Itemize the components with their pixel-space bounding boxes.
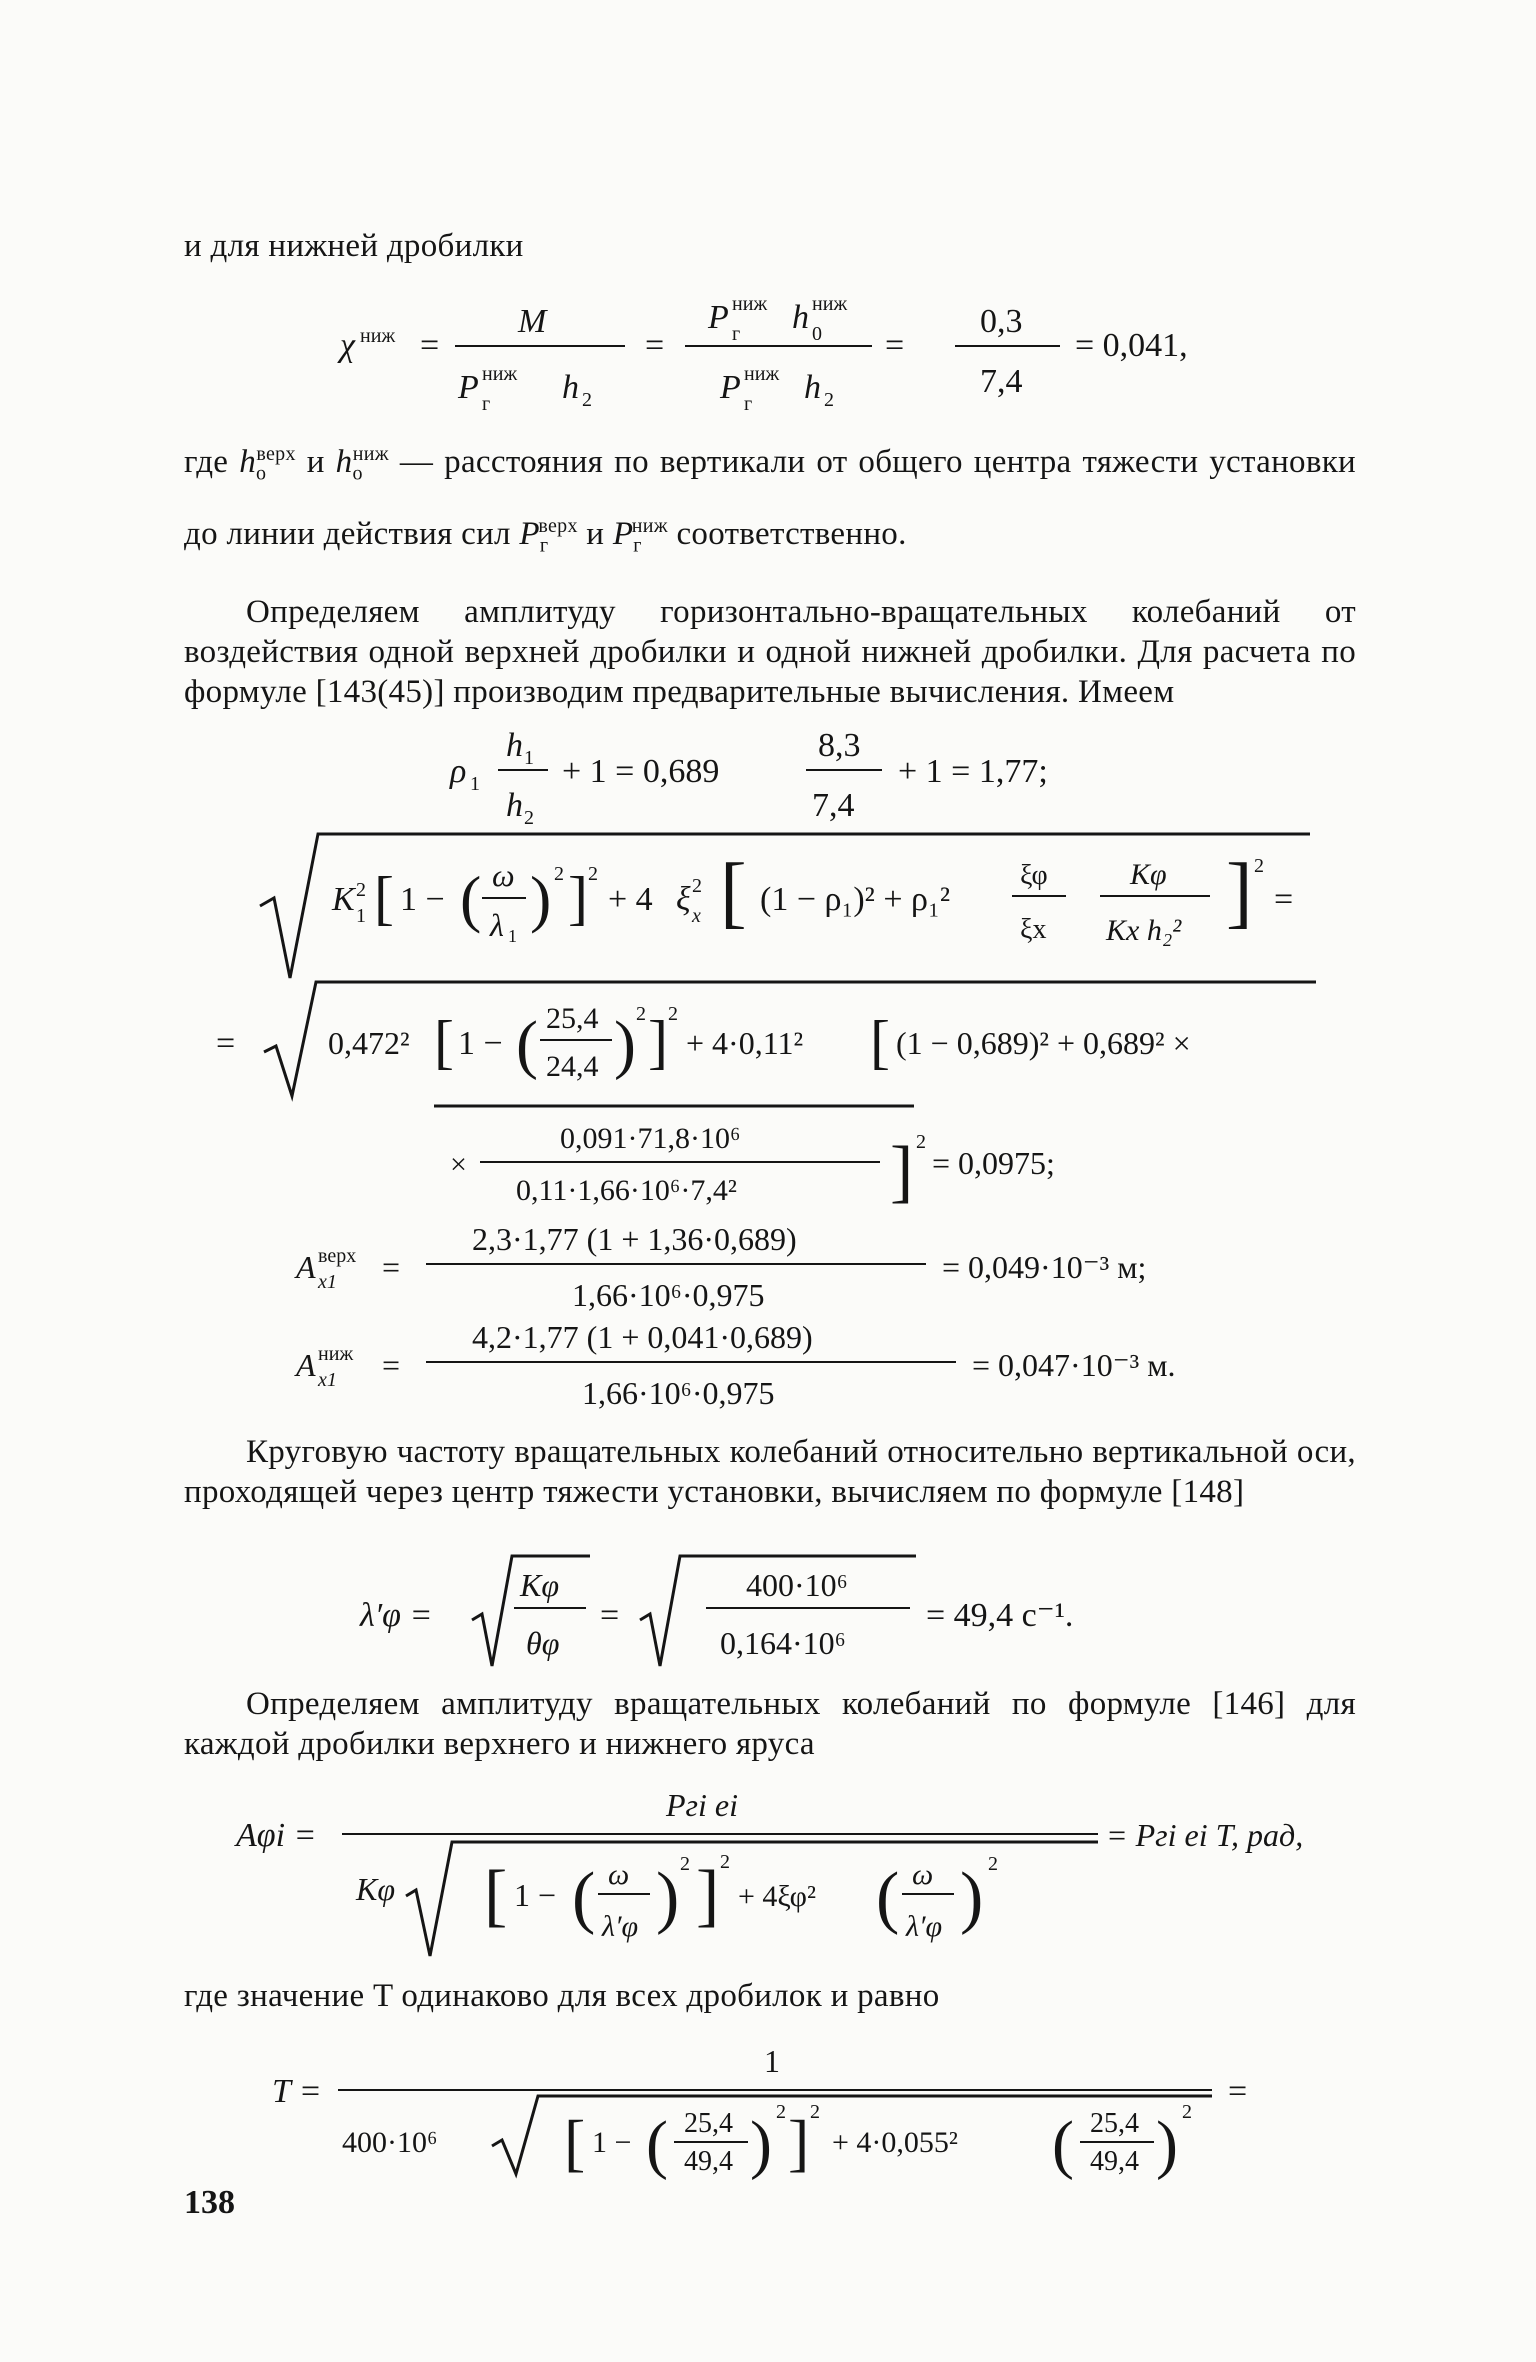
intro-line: и для нижней дробилки xyxy=(184,228,524,264)
equation-A-lower xyxy=(296,1316,1306,1412)
svg-text:): ) xyxy=(1156,2108,1178,2181)
svg-text:ω: ω xyxy=(492,857,515,893)
svg-text:1,66·10⁶·0,975: 1,66·10⁶·0,975 xyxy=(582,1375,775,1411)
svg-text:2: 2 xyxy=(524,807,534,829)
svg-text:г: г xyxy=(744,393,753,415)
svg-text:T =: T = xyxy=(272,2073,322,2110)
svg-text:2: 2 xyxy=(810,2101,820,2123)
svg-text:1: 1 xyxy=(524,747,534,769)
svg-text:25,4: 25,4 xyxy=(1090,2108,1139,2139)
svg-text:P: P xyxy=(458,369,479,406)
svg-text:1,66·10⁶·0,975: 1,66·10⁶·0,975 xyxy=(572,1277,765,1313)
equation-lambda xyxy=(360,1550,1220,1680)
svg-text:ниж: ниж xyxy=(318,1343,354,1365)
svg-text:[: [ xyxy=(434,1009,454,1075)
svg-text:): ) xyxy=(750,2108,772,2181)
svg-text:Kφ: Kφ xyxy=(520,1567,560,1603)
svg-text:1 −: 1 − xyxy=(514,1877,557,1913)
svg-text:2: 2 xyxy=(916,1131,926,1153)
svg-text:г: г xyxy=(482,393,491,415)
svg-text:2: 2 xyxy=(1182,2101,1192,2123)
svg-text:1 −: 1 − xyxy=(458,1025,503,1062)
svg-text:г: г xyxy=(732,323,741,345)
equation-T xyxy=(272,2026,1272,2181)
svg-text:400·10⁶: 400·10⁶ xyxy=(746,1567,848,1603)
svg-text:[: [ xyxy=(870,1009,890,1075)
svg-text:+ 4·0,11²: + 4·0,11² xyxy=(686,1025,804,1061)
equation-A-upper xyxy=(296,1218,1296,1314)
svg-text:2: 2 xyxy=(824,389,834,411)
paragraph-rotational: Определяем амплитуду вращательных колебаний по формуле [146] для каждой дробилки верхнего и нижнего яруса xyxy=(184,1686,1356,1762)
svg-text:×: × xyxy=(450,1148,467,1181)
svg-text:ω: ω xyxy=(912,1858,934,1891)
svg-text:Kφ: Kφ xyxy=(1130,858,1167,891)
chi-sup: ниж xyxy=(360,325,396,347)
svg-text:h: h xyxy=(562,369,579,406)
svg-text:(1 − 0,689)² + 0,689² ×: (1 − 0,689)² + 0,689² × xyxy=(896,1025,1191,1061)
equation-sqrt-numeric xyxy=(216,976,1336,1106)
svg-text:x: x xyxy=(692,905,701,927)
svg-text:]: ] xyxy=(568,865,588,931)
svg-text:ниж: ниж xyxy=(732,293,768,315)
equation-sqrt-continuation xyxy=(420,1100,1140,1218)
svg-text:K: K xyxy=(332,881,355,918)
svg-text:= 0,041,: = 0,041, xyxy=(1075,327,1188,364)
svg-text:+ 1 = 0,689: + 1 = 0,689 xyxy=(562,753,720,790)
svg-text:λ′φ: λ′φ xyxy=(906,1910,943,1943)
svg-text:верх: верх xyxy=(318,1245,357,1267)
svg-text:ниж: ниж xyxy=(482,363,518,385)
svg-text:λ′φ: λ′φ xyxy=(602,1910,639,1943)
svg-text:+ 1 = 1,77;: + 1 = 1,77; xyxy=(898,753,1048,790)
svg-text:]: ] xyxy=(648,1009,668,1075)
svg-text:]: ] xyxy=(890,1133,914,1210)
equation-rho xyxy=(450,720,1150,830)
svg-text:): ) xyxy=(656,1859,680,1936)
svg-text:=: = xyxy=(885,327,905,364)
svg-text:2: 2 xyxy=(668,1003,678,1025)
svg-text:=: = xyxy=(600,1597,620,1634)
svg-text:2: 2 xyxy=(776,2101,786,2123)
svg-text:=: = xyxy=(382,1347,401,1383)
svg-text:2: 2 xyxy=(356,879,366,901)
svg-text:2: 2 xyxy=(720,1851,730,1873)
svg-text:2: 2 xyxy=(636,1003,646,1025)
svg-text:25,4: 25,4 xyxy=(546,1002,599,1035)
svg-text:x1: x1 xyxy=(318,1369,337,1391)
svg-text:0,091·71,8·10⁶: 0,091·71,8·10⁶ xyxy=(560,1122,741,1155)
svg-text:ξx: ξx xyxy=(1020,914,1047,945)
equation-sqrt-general xyxy=(260,828,1320,998)
paragraph-T: где значение T одинаково для всех дробилок и равно xyxy=(184,1978,940,2014)
svg-text:): ) xyxy=(614,1008,636,1081)
svg-text:(: ( xyxy=(516,1008,538,1081)
svg-text:= 49,4 с⁻¹.: = 49,4 с⁻¹. xyxy=(926,1597,1074,1634)
svg-text:P: P xyxy=(708,299,729,336)
svg-text:2: 2 xyxy=(692,875,702,897)
svg-text:A: A xyxy=(296,1249,316,1285)
svg-text:1 −: 1 − xyxy=(592,2126,632,2159)
svg-text:[: [ xyxy=(374,865,394,931)
svg-text:2: 2 xyxy=(582,389,592,411)
svg-text:49,4: 49,4 xyxy=(1090,2146,1139,2177)
svg-text:]: ] xyxy=(1226,848,1253,936)
svg-text:ниж: ниж xyxy=(812,293,848,315)
svg-text:=: = xyxy=(645,327,665,364)
svg-text:λ: λ xyxy=(490,907,504,943)
svg-text:ξφ: ξφ xyxy=(1020,860,1048,891)
svg-text:= 0,049·10⁻³ м;: = 0,049·10⁻³ м; xyxy=(942,1249,1147,1285)
svg-text:=: = xyxy=(216,1025,236,1062)
svg-text:ρ: ρ xyxy=(450,753,467,790)
equation-A-phi xyxy=(236,1770,1356,1970)
svg-text:): ) xyxy=(530,863,552,934)
svg-text:400·10⁶: 400·10⁶ xyxy=(342,2126,438,2159)
chi-symbol: χ xyxy=(340,327,355,364)
svg-text:ω: ω xyxy=(608,1858,630,1891)
svg-text:8,3: 8,3 xyxy=(818,727,861,764)
svg-text:Aφi =: Aφi = xyxy=(236,1817,317,1854)
svg-text:Kφ: Kφ xyxy=(356,1871,396,1907)
svg-text:= Pгi ei T, рад,: = Pгi ei T, рад, xyxy=(1106,1817,1304,1853)
svg-text:P: P xyxy=(720,369,741,406)
svg-text:h: h xyxy=(792,299,809,336)
svg-text:24,4: 24,4 xyxy=(546,1050,599,1083)
svg-text:λ′φ =: λ′φ = xyxy=(360,1597,433,1634)
svg-text:ниж: ниж xyxy=(744,363,780,385)
svg-text:[: [ xyxy=(564,2107,586,2178)
frac1-num: M xyxy=(518,303,547,340)
svg-text:0,164·10⁶: 0,164·10⁶ xyxy=(720,1625,846,1661)
svg-text:25,4: 25,4 xyxy=(684,2108,733,2139)
page-number: 138 xyxy=(184,2184,235,2221)
svg-text:2,3·1,77 (1 + 1,36·0,689): 2,3·1,77 (1 + 1,36·0,689) xyxy=(472,1221,797,1257)
svg-text:h: h xyxy=(506,787,523,824)
svg-text:(1 − ρ₁)² + ρ₁²: (1 − ρ₁)² + ρ₁² xyxy=(760,881,951,918)
svg-text:(: ( xyxy=(1052,2108,1074,2181)
svg-text:[: [ xyxy=(484,1857,508,1934)
svg-text:A: A xyxy=(296,1347,316,1383)
svg-text:4,2·1,77 (1 + 0,041·0,689): 4,2·1,77 (1 + 0,041·0,689) xyxy=(472,1319,813,1355)
svg-text:]: ] xyxy=(696,1857,720,1934)
svg-text:(: ( xyxy=(646,2108,668,2181)
svg-text:1: 1 xyxy=(764,2043,780,2079)
paragraph-circular-frequency: Круговую частоту вращательных колебаний относительно вертикальной оси, проходящей через центр тяжести установки, вычисляем по формуле [148] xyxy=(184,1434,1356,1510)
svg-text:h: h xyxy=(506,727,523,764)
svg-text:2: 2 xyxy=(680,1853,690,1875)
svg-text:0,472²: 0,472² xyxy=(328,1025,410,1061)
svg-text:0,3: 0,3 xyxy=(980,303,1023,340)
svg-text:x1: x1 xyxy=(318,1271,337,1293)
svg-text:+ 4·0,055²: + 4·0,055² xyxy=(832,2126,958,2159)
svg-text:=: = xyxy=(1274,881,1294,918)
svg-text:(: ( xyxy=(876,1859,900,1936)
svg-text:): ) xyxy=(960,1859,984,1936)
svg-text:49,4: 49,4 xyxy=(684,2146,733,2177)
svg-text:1: 1 xyxy=(508,926,517,946)
svg-text:2: 2 xyxy=(1254,855,1264,877)
svg-text:[: [ xyxy=(720,848,747,936)
svg-text:2: 2 xyxy=(554,863,564,885)
svg-text:(: ( xyxy=(572,1859,596,1936)
svg-text:2: 2 xyxy=(988,1853,998,1875)
svg-text:1: 1 xyxy=(470,773,480,795)
svg-text:θφ: θφ xyxy=(526,1625,560,1661)
svg-text:= 0,0975;: = 0,0975; xyxy=(932,1145,1055,1181)
equation-chi xyxy=(340,288,1240,418)
svg-text:+ 4ξφ²: + 4ξφ² xyxy=(738,1880,816,1913)
svg-text:ξ: ξ xyxy=(676,881,691,918)
svg-text:1: 1 xyxy=(356,905,366,927)
svg-text:7,4: 7,4 xyxy=(980,363,1023,400)
svg-text:0,11·1,66·10⁶·7,4²: 0,11·1,66·10⁶·7,4² xyxy=(516,1174,737,1207)
svg-text:Pгi ei: Pгi ei xyxy=(666,1787,739,1823)
svg-text:=: = xyxy=(1228,2073,1248,2110)
svg-text:h: h xyxy=(804,369,821,406)
paragraph-where: где $h_о^{верх}$ и $h_о^{ниж}$ — расстояния по вертикали от общего центра тяжести установки до линии действия сил $P_г^{верх}$ и $P_г^{ниж}$ соответственно. xyxy=(184,443,1357,557)
svg-text:7,4: 7,4 xyxy=(812,787,855,824)
svg-text:+ 4: + 4 xyxy=(608,881,653,918)
paragraph-amplitude: Определяем амплитуду горизонтально-вращательных колебаний от воздействия одной верхней дробилки и одной нижней дробилки. Для расчета по формуле [143(45)] производим предварительные вычисления. Имеем xyxy=(184,594,1356,710)
svg-text:= 0,047·10⁻³ м.: = 0,047·10⁻³ м. xyxy=(972,1347,1176,1383)
svg-text:=: = xyxy=(382,1249,401,1285)
svg-text:2: 2 xyxy=(588,863,598,885)
svg-text:(: ( xyxy=(460,863,482,934)
svg-text:Kx h₂²: Kx h₂² xyxy=(1106,914,1182,947)
svg-text:0: 0 xyxy=(812,323,822,345)
svg-text:1 −: 1 − xyxy=(400,881,445,918)
svg-text:]: ] xyxy=(788,2107,810,2178)
svg-text:=: = xyxy=(420,327,440,364)
